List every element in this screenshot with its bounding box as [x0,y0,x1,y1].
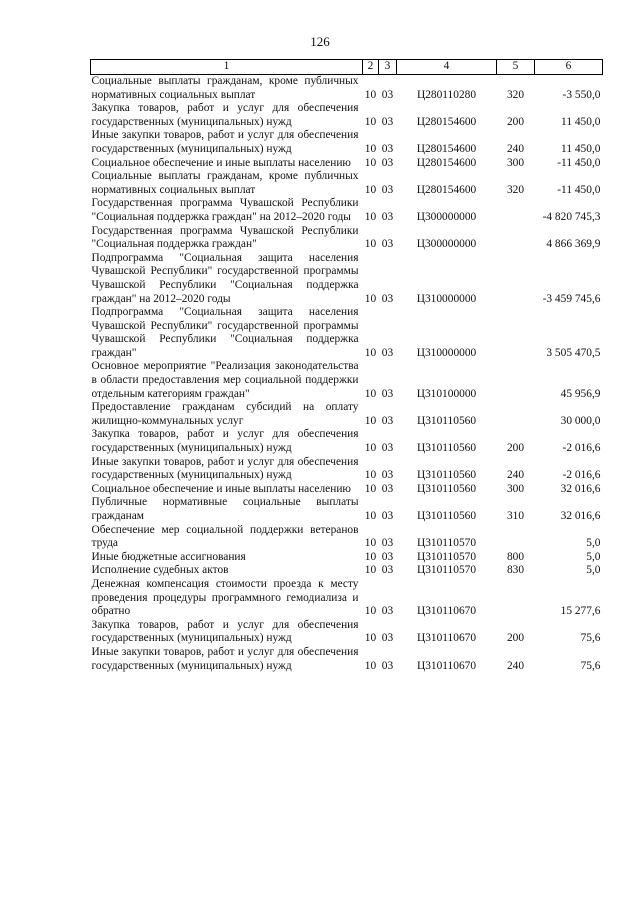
cell-subsection: 03 [381,550,394,563]
cell-target-article: Ц310110560 [416,510,477,522]
table-row [91,496,603,523]
cell-expense-type [497,360,535,401]
table-row [91,252,603,306]
cell-section: 10 [364,115,377,128]
cell-subsection: 03 [381,632,394,645]
cell-subsection: 03 [381,469,394,482]
cell-subsection: 03 [381,537,394,550]
cell-target-article: Ц310000000 [416,346,477,359]
cell-section: 10 [364,156,377,169]
cell-amount: -4 820 745,3 [542,210,601,223]
cell-subsection: 03 [381,659,394,672]
table-row [91,456,603,483]
cell-description: Денежная компенсация стоимости проезда к месту проведения процедуры программного гемодиализа и обратно [91,577,359,618]
cell-section: 10 [364,414,377,427]
cell-subsection: 03 [381,238,394,251]
cell-section: 10 [364,346,377,359]
cell-expense-type [497,306,535,360]
table-row [91,578,603,619]
cell-target-article: Ц310110560 [416,414,477,427]
cell-section: 10 [364,605,377,618]
cell-amount: 75,6 [580,659,601,672]
cell-description: Социальное обеспечение и иные выплаты населению [91,482,351,495]
cell-subsection: 03 [381,414,394,427]
cell-description: Закупка товаров, работ и услуг для обеспечения государственных (муниципальных) нужд [91,618,359,645]
header-col-4: 4 [397,60,497,75]
cell-expense-type: 200 [506,632,525,645]
cell-description: Закупка товаров, работ и услуг для обеспечения государственных (муниципальных) нужд [91,428,359,455]
cell-amount: -2 016,6 [562,442,601,455]
cell-description: Государственная программа Чувашской Республики "Социальная поддержка граждан" на 2012–2020 годы [91,197,359,223]
table-row [91,157,603,171]
cell-expense-type: 300 [506,482,525,495]
cell-amount: 32 016,6 [560,482,601,495]
cell-description: Обеспечение мер социальной поддержки ветеранов труда [91,523,359,550]
cell-section: 10 [364,238,377,251]
cell-section: 10 [364,210,377,223]
table-row [91,401,603,428]
cell-expense-type: 300 [506,156,525,169]
budget-table [90,59,603,673]
cell-expense-type: 830 [506,564,525,577]
cell-expense-type: 320 [506,183,525,196]
cell-amount: -11 450,0 [557,183,601,196]
cell-expense-type: 800 [506,550,525,563]
cell-description: Подпрограмма "Социальная защита населения Чувашской Республики" государственной программы Чувашской Республики "Социальная поддержка граждан" [91,306,359,359]
cell-amount: 11 450,0 [561,142,601,155]
table-body [91,75,603,674]
cell-subsection: 03 [381,210,394,223]
table-row [91,646,603,673]
cell-subsection: 03 [381,442,394,455]
cell-section: 10 [364,632,377,645]
cell-amount: -3 550,0 [562,88,601,101]
cell-amount: 32 016,6 [560,510,601,522]
cell-description: Подпрограмма "Социальная защита населения Чувашской Республики" государственной программы Чувашской Республики "Социальная поддержка граждан" на 2012–2020 годы [91,251,359,305]
table-row [91,75,603,103]
cell-target-article: Ц280154600 [416,156,477,169]
cell-expense-type [497,252,535,306]
cell-section: 10 [364,469,377,482]
cell-target-article: Ц280154600 [416,115,477,128]
cell-description: Социальное обеспечение и иные выплаты населению [91,156,351,169]
cell-expense-type: 310 [506,510,525,522]
cell-amount: -3 459 745,6 [542,292,601,305]
header-col-2: 2 [363,60,379,75]
cell-expense-type: 200 [506,115,525,128]
cell-amount: 5,0 [586,564,601,577]
cell-expense-type: 240 [506,469,525,482]
cell-target-article: Ц310110560 [416,482,477,495]
page-number: 126 [310,34,330,49]
cell-target-article: Ц280110280 [416,88,477,101]
table-row [91,619,603,646]
table-header-row [91,60,603,75]
cell-description: Закупка товаров, работ и услуг для обеспечения государственных (муниципальных) нужд [91,102,359,128]
table-row [91,129,603,156]
cell-amount: 3 505 470,5 [546,346,601,359]
table-row [91,564,603,578]
cell-amount: 5,0 [586,537,601,550]
table-row [91,225,603,252]
cell-amount: 45 956,9 [560,387,601,400]
cell-section: 10 [364,482,377,495]
cell-section: 10 [364,142,377,155]
cell-subsection: 03 [381,387,394,400]
table-row [91,524,603,551]
cell-amount: 5,0 [586,550,601,563]
cell-section: 10 [364,88,377,101]
cell-target-article: Ц310110670 [416,632,477,645]
cell-description: Иные бюджетные ассигнования [91,550,246,563]
cell-expense-type [497,578,535,619]
cell-section: 10 [364,510,377,522]
cell-description: Иные закупки товаров, работ и услуг для обеспечения государственных (муниципальных) нужд [91,455,359,482]
cell-target-article: Ц310110570 [416,550,477,563]
cell-subsection: 03 [381,156,394,169]
table-row [91,428,603,455]
cell-section: 10 [364,564,377,577]
cell-target-article: Ц310110670 [416,659,477,672]
cell-expense-type [497,225,535,252]
cell-target-article: Ц310000000 [416,292,477,305]
header-col-3: 3 [379,60,397,75]
cell-section: 10 [364,550,377,563]
cell-expense-type: 240 [506,659,525,672]
cell-subsection: 03 [381,510,394,522]
cell-subsection: 03 [381,292,394,305]
table-row [91,483,603,497]
table-row [91,197,603,224]
cell-expense-type [497,401,535,428]
cell-target-article: Ц310110560 [416,442,477,455]
cell-amount: 11 450,0 [561,115,601,128]
cell-target-article: Ц310110670 [416,605,477,618]
cell-target-article: Ц310110570 [416,537,477,550]
cell-description: Публичные нормативные социальные выплаты гражданам [91,496,359,522]
cell-subsection: 03 [381,142,394,155]
cell-target-article: Ц300000000 [416,210,477,223]
table-row [91,102,603,129]
cell-expense-type [497,524,535,551]
cell-amount: -11 450,0 [557,156,601,169]
cell-section: 10 [364,537,377,550]
cell-expense-type [497,197,535,224]
cell-expense-type: 240 [506,142,525,155]
table-row [91,551,603,565]
cell-amount: 4 866 369,9 [546,238,601,251]
header-col-5: 5 [497,60,535,75]
cell-description: Социальные выплаты гражданам, кроме публичных нормативных социальных выплат [91,170,359,196]
cell-subsection: 03 [381,605,394,618]
cell-description: Иные закупки товаров, работ и услуг для обеспечения государственных (муниципальных) нужд [91,129,359,155]
cell-expense-type: 200 [506,442,525,455]
cell-target-article: Ц310100000 [416,387,477,400]
cell-target-article: Ц280154600 [416,183,477,196]
cell-description: Иные закупки товаров, работ и услуг для обеспечения государственных (муниципальных) нужд [91,645,359,672]
cell-target-article: Ц310110570 [416,564,477,577]
cell-amount: 30 000,0 [560,414,601,427]
cell-expense-type: 320 [506,88,525,101]
cell-target-article: Ц280154600 [416,142,477,155]
cell-description: Социальные выплаты гражданам, кроме публичных нормативных социальных выплат [91,75,359,101]
header-col-1: 1 [91,60,363,75]
cell-subsection: 03 [381,115,394,128]
cell-target-article: Ц310110560 [416,469,477,482]
cell-subsection: 03 [381,183,394,196]
cell-section: 10 [364,292,377,305]
table-row [91,306,603,360]
cell-section: 10 [364,183,377,196]
cell-description: Предоставление гражданам субсидий на оплату жилищно-коммунальных услуг [91,401,359,427]
header-col-6: 6 [535,60,603,75]
cell-section: 10 [364,387,377,400]
table-row [91,170,603,197]
cell-subsection: 03 [381,564,394,577]
cell-amount: 75,6 [580,632,601,645]
cell-amount: -2 016,6 [562,469,601,482]
table-row [91,360,603,401]
cell-target-article: Ц300000000 [416,238,477,251]
cell-description: Исполнение судебных актов [91,564,229,577]
cell-subsection: 03 [381,346,394,359]
cell-amount: 15 277,6 [560,605,601,618]
cell-subsection: 03 [381,482,394,495]
cell-description: Государственная программа Чувашской Республики "Социальная поддержка граждан" [91,224,359,251]
cell-description: Основное мероприятие "Реализация законодательства в области предоставления мер социальной поддержки отдельным категориям граждан" [91,360,359,400]
cell-section: 10 [364,659,377,672]
cell-section: 10 [364,442,377,455]
cell-subsection: 03 [381,88,394,101]
